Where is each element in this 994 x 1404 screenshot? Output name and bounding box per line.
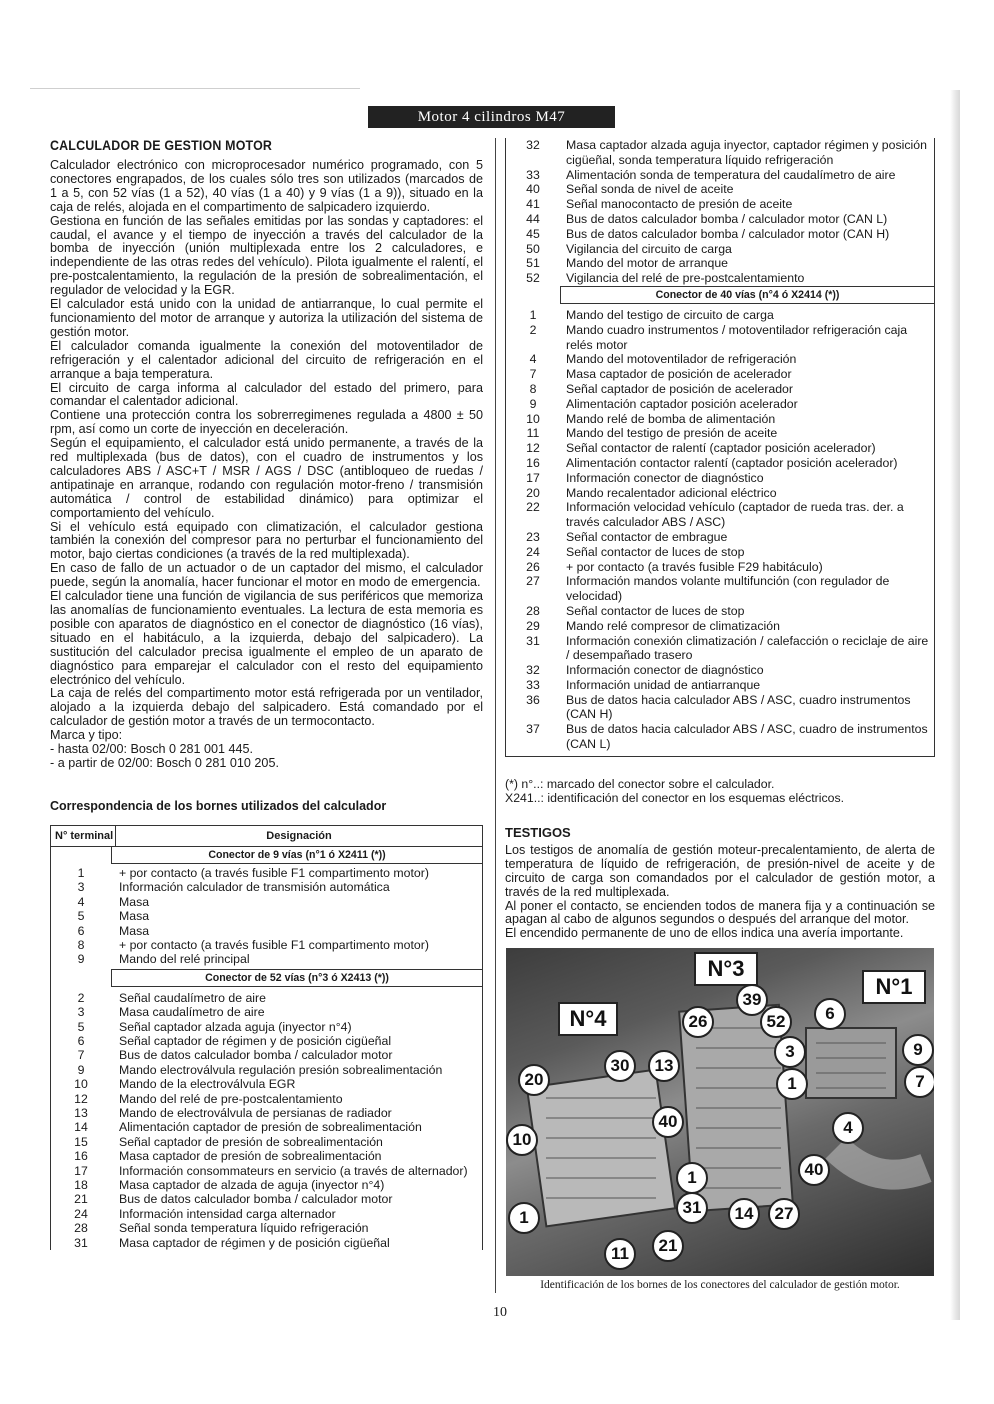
table-row <box>506 138 934 168</box>
table-row <box>51 924 482 938</box>
table-row <box>51 1048 482 1062</box>
terminal-number: 2 <box>529 322 537 337</box>
pin-11: 11 <box>604 1238 636 1270</box>
terminal-designation: Señal captador de presión de sobrealimentación <box>119 1134 383 1149</box>
terminal-designation: Mando de electroválvula de persianas de radiador <box>119 1105 392 1120</box>
pin-4: 4 <box>832 1112 864 1144</box>
paragraph: - a partir de 02/00: Bosch 0 281 010 205. <box>50 755 279 770</box>
terminal-designation: Bus de datos calculador bomba / calculador motor <box>119 1192 393 1207</box>
connector-photo <box>506 948 934 1276</box>
paragraph: En caso de fallo de un actuador o de un captador del mismo, el calculador puede, según la anomalía, hacer funcionar el motor en modo de emergencia. <box>50 561 483 590</box>
pin-1-conn4: 1 <box>508 1202 540 1234</box>
conn40-title: Conector de 40 vías (n°4 ó X2414 (*)) <box>560 286 934 304</box>
terminal-col-header: N° terminal <box>51 826 116 846</box>
table-row <box>51 1005 482 1019</box>
terminal-designation: Información intensidad carga alternador <box>119 1206 336 1221</box>
terminal-designation: Bus de datos calculador bomba / calculador motor (CAN H) <box>566 226 890 241</box>
table-row <box>506 227 934 242</box>
terminal-number: 6 <box>77 1033 85 1048</box>
paragraph: Los testigos de anomalía de gestión moteur-precalentamiento, de alerta de temperatura de líquido de refrigeración, de presión-nivel de aceite y de circuito de carga son comandados por el calculador de gestión motor, a través de la red multiplexada. <box>505 842 935 899</box>
paragraph: El calculador comanda igualmente la conexión del motoventilador de refrigeración y el calentador adicional del circuito de refrigeración en el arranque a baja temperatura. <box>50 338 483 381</box>
terminal-number: 24 <box>526 544 540 559</box>
terminal-number: 3 <box>77 1005 85 1020</box>
pin-6: 6 <box>814 998 846 1030</box>
terminal-number: 41 <box>526 197 540 212</box>
table-row <box>506 604 934 619</box>
terminal-number: 18 <box>74 1178 88 1192</box>
table-row <box>51 1207 482 1221</box>
terminal-designation: Mando relé de bomba de alimentación <box>566 411 776 426</box>
terminal-designation: Mando electroválvula regulación presión sobrealimentación <box>119 1062 443 1077</box>
terminal-number: 23 <box>526 529 540 544</box>
table-row <box>506 456 934 471</box>
terminal-number: 36 <box>526 692 540 707</box>
table-row <box>51 1236 482 1250</box>
conn52-title: Conector de 52 vías (n°3 ó X2413 (*)) <box>111 969 482 987</box>
terminal-designation: Señal caudalímetro de aire <box>119 990 266 1005</box>
page-edge-shade <box>950 90 960 1320</box>
terminal-number: 32 <box>526 663 540 678</box>
terminal-number: 1 <box>529 307 537 322</box>
terminal-number: 4 <box>529 352 537 367</box>
terminal-number: 33 <box>526 167 540 182</box>
terminal-number: 22 <box>526 500 540 515</box>
terminal-designation: Mando del motor de arranque <box>566 256 729 271</box>
paragraph: Calculador electrónico con microprocesador numérico programado, con 5 conectores engrapados, de los cuales sólo tres son utilizados (marcados de 1 a 5, con 52 vías (1 a 52), 40 vías (1 a 40) y 9 vías (1 a 9)), situado en la caja de relés, alojada en el compartimento de salpicadero izquierdo. <box>50 158 483 214</box>
paragraph: El encendido permanente de uno de ellos indica una avería importante. <box>505 926 904 941</box>
table-row <box>51 1077 482 1091</box>
conn9-title: Conector de 9 vías (n°1 ó X2411 (*)) <box>111 847 482 864</box>
paragraph: - hasta 02/00: Bosch 0 281 001 445. <box>50 742 254 757</box>
terminal-number: 16 <box>74 1149 88 1164</box>
terminal-number: 7 <box>77 1048 85 1063</box>
terminal-number: 15 <box>74 1134 88 1149</box>
terminal-number: 37 <box>526 722 540 737</box>
table-row <box>506 441 934 456</box>
pin-9: 9 <box>902 1034 934 1066</box>
terminal-number: 40 <box>526 182 540 197</box>
table-row <box>506 560 934 575</box>
pin-3: 3 <box>774 1036 806 1068</box>
terminal-number: 31 <box>526 633 540 648</box>
table-row <box>506 530 934 545</box>
terminal-number: 8 <box>529 381 537 396</box>
pin-1-conn9: 1 <box>776 1068 808 1100</box>
conn9-rows <box>51 864 482 969</box>
pin-13: 13 <box>648 1050 680 1082</box>
paragraph: Marca y tipo: <box>50 728 123 743</box>
terminal-designation: Información unidad de antiarranque <box>566 677 761 692</box>
pin-20: 20 <box>518 1064 550 1096</box>
terminal-number: 7 <box>529 367 537 382</box>
conn52-rows-cont <box>506 138 934 286</box>
terminal-number: 10 <box>74 1077 88 1092</box>
table-row <box>506 397 934 412</box>
table-row <box>506 619 934 634</box>
terminal-designation: Señal manocontacto de presión de aceite <box>566 197 793 212</box>
label-n4: N°4 <box>558 1002 618 1036</box>
terminal-number: 33 <box>526 677 540 692</box>
terminal-designation: Mando del testigo de presión de aceite <box>566 426 778 441</box>
calculator-title: CALCULADOR DE GESTION MOTOR <box>50 138 273 153</box>
terminal-number: 5 <box>77 1019 85 1034</box>
table-row <box>51 952 482 966</box>
terminal-number: 9 <box>77 1062 85 1077</box>
table-row <box>506 308 934 323</box>
table-row <box>506 412 934 427</box>
table-row <box>51 1092 482 1106</box>
calculator-description <box>50 159 483 771</box>
testigos-section <box>505 825 935 941</box>
table-row <box>506 367 934 382</box>
footnote-marking: (*) n°..: marcado del conector sobre el calculador. <box>505 776 775 791</box>
terminal-number: 52 <box>526 271 540 286</box>
terminal-number: 26 <box>526 559 540 574</box>
paragraph: El calculador está unido con la unidad de antiarranque, lo cual permite el funcionamiento del motor de arranque y autoriza la utilización del sistema de gestión motor. <box>50 297 483 339</box>
terminal-number: 8 <box>77 937 85 952</box>
terminal-number: 16 <box>526 455 540 470</box>
pin-52: 52 <box>760 1006 792 1038</box>
paragraph: Al poner el contacto, se encienden todos de manera fija y a continuación se apagan al cabo de algunos segundos o después del arranque del motor. <box>505 898 935 927</box>
label-n1: N°1 <box>862 970 926 1004</box>
terminal-designation: Masa captador de régimen y de posición cigüeñal <box>119 1235 390 1250</box>
terminal-number: 50 <box>526 241 540 256</box>
terminal-designation: Mando de la electroválvula EGR <box>119 1077 296 1092</box>
terminal-designation: Señal sonda de nivel de aceite <box>566 182 734 197</box>
table-row <box>506 271 934 286</box>
terminal-designation: Señal contactor de luces de stop <box>566 603 745 618</box>
table-row <box>51 866 482 880</box>
terminal-designation: Información conexión climatización / calefacción o reciclaje de aire / desempañado trasero <box>566 633 929 663</box>
table-row <box>506 486 934 501</box>
terminal-designation: Señal captador de posición de acelerador <box>566 381 793 396</box>
terminal-designation: Masa <box>119 909 150 924</box>
pin-1-conn3: 1 <box>676 1162 708 1194</box>
page-number: 10 <box>493 1305 507 1320</box>
terminal-designation: Masa captador de posición de acelerador <box>566 367 792 382</box>
table-header <box>51 826 482 847</box>
conn40-rows <box>506 304 934 756</box>
terminal-number: 27 <box>526 574 540 589</box>
terminal-designation: Alimentación captador posición acelerador <box>566 396 798 411</box>
terminal-number: 12 <box>74 1091 88 1106</box>
terminal-designation: Alimentación contactor ralentí (captador posición acelerador) <box>566 455 898 470</box>
terminal-designation: Alimentación sonda de temperatura del caudalímetro de aire <box>566 167 896 182</box>
terminal-designation: Bus de datos calculador bomba / calculador motor <box>119 1048 393 1063</box>
column-divider <box>495 138 496 1293</box>
pin-31: 31 <box>676 1192 708 1224</box>
terminal-number: 13 <box>74 1105 88 1120</box>
terminal-designation: Información mandos volante multifunción (con regulador de velocidad) <box>566 574 890 604</box>
terminal-table-cont <box>505 138 935 757</box>
table-row <box>51 1178 482 1192</box>
table-row <box>506 634 934 664</box>
terminal-number: 12 <box>526 441 540 456</box>
terminal-designation: Información conector de diagnóstico <box>566 663 764 678</box>
terminal-number: 17 <box>526 470 540 485</box>
terminal-designation: Masa <box>119 923 150 938</box>
photo-caption: Identificación de los bornes de los conectores del calculador de gestión motor. <box>540 1279 900 1291</box>
designation-col-header: Designación <box>266 829 332 842</box>
terminal-number: 51 <box>526 256 540 271</box>
table-row <box>51 1149 482 1163</box>
paragraph: Según el equipamiento, el calculador está unido permanente, a través de la red multiplexada (bus de datos), con el cuadro de instrumentos y los calculadores ABS / ASC+T / MSR / AGS / DSC (antibloqueo de ruedas / antipatinaje en arranque, rodando con regulación motor-freno / transmisión automática / control de estabilidad dinámico) para optimizar el comportamiento del vehículo. <box>50 436 483 520</box>
table-row <box>51 1192 482 1206</box>
terminal-number: 21 <box>74 1192 88 1207</box>
terminal-designation: Mando cuadro instrumentos / motoventilador refrigeración caja relés motor <box>566 322 908 352</box>
terminal-number: 9 <box>529 396 537 411</box>
table-row <box>506 500 934 530</box>
table-row <box>51 1063 482 1077</box>
terminal-designation: + por contacto (a través fusible F1 compartimento motor) <box>119 865 429 880</box>
table-row <box>51 1135 482 1149</box>
terminal-designation: Mando relé compresor de climatización <box>566 618 780 633</box>
terminal-designation: Señal contactor de ralentí (captador posición acelerador) <box>566 441 876 456</box>
terminal-number: 1 <box>77 865 85 880</box>
terminal-designation: Masa captador alzada aguja inyector, captador régimen y posición cigüeñal, sonda temperatura líquido refrigeración <box>566 138 927 167</box>
terminal-number: 32 <box>526 138 540 152</box>
terminal-designation: + por contacto (a través fusible F1 compartimento motor) <box>119 937 429 952</box>
terminal-designation: Información conector de diagnóstico <box>566 470 764 485</box>
terminal-designation: Señal captador alzada aguja (inyector n°4) <box>119 1019 352 1034</box>
table-row <box>506 426 934 441</box>
terminal-designation: + por contacto (a través fusible F29 habitáculo) <box>566 559 823 574</box>
table-row <box>506 256 934 271</box>
terminal-designation: Masa <box>119 894 150 909</box>
table-row <box>506 352 934 367</box>
terminal-designation: Mando del motoventilador de refrigeración <box>566 352 797 367</box>
terminal-table <box>50 825 483 1250</box>
terminal-designation: Bus de datos hacia calculador ABS / ASC, cuadro instrumentos (CAN H) <box>566 692 911 722</box>
terminal-number: 11 <box>526 426 540 441</box>
footnotes <box>505 777 935 805</box>
pin-27: 27 <box>768 1198 800 1230</box>
pin-14: 14 <box>728 1198 760 1230</box>
paragraph: El calculador tiene una función de vigilancia de sus periféricos que memoriza las anomalías de funcionamiento eventuales. La lectura de esta memoria es posible con aparatos de diagnóstico en el conector de diagnóstico (16 vías), situado en el habitáculo, a la izquierda, debajo del salpicadero). La sustitución del calculador precisa igualmente el empleo de un aparato de diagnóstico para emparejar el calculador con el resto del equipamiento electrónico del vehículo. <box>50 589 483 687</box>
table-row <box>51 1120 482 1134</box>
pin-7: 7 <box>904 1066 934 1098</box>
pin-30: 30 <box>604 1050 636 1082</box>
terminal-number: 9 <box>77 952 85 967</box>
pin-39: 39 <box>736 984 768 1016</box>
terminal-designation: Masa captador de presión de sobrealimentación <box>119 1149 382 1164</box>
table-row <box>51 909 482 923</box>
terminal-designation: Bus de datos calculador bomba / calculador motor (CAN L) <box>566 211 888 226</box>
terminal-number: 10 <box>526 411 540 426</box>
terminal-table-title: Correspondencia de los bornes utilizados del calculador <box>50 798 387 813</box>
table-row <box>51 1106 482 1120</box>
table-row <box>506 545 934 560</box>
terminal-designation: Señal contactor de embrague <box>566 529 728 544</box>
pin-26: 26 <box>682 1006 714 1038</box>
terminal-number: 44 <box>526 211 540 226</box>
terminal-designation: Mando del testigo de circuito de carga <box>566 307 774 322</box>
paragraph: El circuito de carga informa al calculador del estado del primero, para comandar el calentador adicional. <box>50 380 483 409</box>
table-row <box>506 471 934 486</box>
pin-21: 21 <box>652 1230 684 1262</box>
terminal-number: 6 <box>77 923 85 938</box>
terminal-designation: Información consommateurs en servicio (a través de alternador) <box>119 1163 468 1178</box>
paragraph: La caja de relés del compartimento motor está refrigerada por un ventilador, alojado a la izquierda debajo del salpicadero. Está comandado por el calculador de gestión motor a través de un termocontacto. <box>50 686 483 729</box>
terminal-number: 2 <box>77 990 85 1005</box>
terminal-designation: Vigilancia del relé de pre-postcalentamiento <box>566 271 805 286</box>
pin-40-conn3: 40 <box>798 1154 830 1186</box>
label-n3: N°3 <box>694 952 758 986</box>
terminal-number: 31 <box>74 1235 88 1250</box>
terminal-designation: Alimentación captador de presión de sobrealimentación <box>119 1120 422 1135</box>
table-row <box>506 168 934 183</box>
conn52-rows <box>51 987 482 1250</box>
table-row <box>51 1164 482 1178</box>
terminal-designation: Mando del relé de pre-postcalentamiento <box>119 1091 343 1106</box>
terminal-number: 14 <box>74 1120 88 1135</box>
terminal-designation: Señal sonda temperatura líquido refrigeración <box>119 1221 369 1236</box>
table-row <box>51 991 482 1005</box>
terminal-designation: Señal captador de régimen y de posición cigüeñal <box>119 1033 392 1048</box>
table-row <box>51 1221 482 1235</box>
paragraph: Gestiona en función de las señales emitidas por las sondas y captadores: el caudal, el avance y el tiempo de inyección a través del calculador de la bomba de inyección (unión multiplexada entre los 2 calculadores, e independiente de las otras redes del vehículo). Pilota igualmente el ralentí, el pre-postcalentamiento, la regulación de la presión de sobrealimentación, el regulador de velocidad y la EGR. <box>50 213 483 298</box>
pin-40-conn4: 40 <box>652 1106 684 1138</box>
terminal-number: 28 <box>74 1221 88 1236</box>
table-row <box>51 895 482 909</box>
table-row <box>51 880 482 894</box>
table-row <box>51 1020 482 1034</box>
table-row <box>51 938 482 952</box>
testigos-text <box>505 844 935 941</box>
terminal-designation: Vigilancia del circuito de carga <box>566 241 732 256</box>
pin-10: 10 <box>506 1124 538 1156</box>
terminal-number: 24 <box>74 1206 88 1221</box>
terminal-number: 17 <box>74 1163 88 1178</box>
testigos-title: TESTIGOS <box>505 824 571 840</box>
terminal-designation: Información calculador de transmisión automática <box>119 880 390 895</box>
table-row <box>506 382 934 397</box>
table-row <box>506 663 934 678</box>
table-row <box>506 212 934 227</box>
right-column <box>505 138 935 941</box>
terminal-designation: Información velocidad vehículo (captador de rueda tras. der. a través calculador ABS / ASC) <box>566 500 904 530</box>
terminal-designation: Señal contactor de luces de stop <box>566 544 745 559</box>
terminal-designation: Mando recalentador adicional eléctrico <box>566 485 777 500</box>
terminal-number: 20 <box>526 485 540 500</box>
terminal-number: 45 <box>526 226 540 241</box>
left-column <box>50 138 483 1250</box>
table-row <box>506 197 934 212</box>
terminal-number: 5 <box>77 909 85 924</box>
terminal-designation: Mando del relé principal <box>119 952 250 967</box>
table-row <box>51 1034 482 1048</box>
table-row <box>506 693 934 723</box>
terminal-number: 4 <box>77 894 85 909</box>
terminal-designation: Masa captador de alzada de aguja (inyector n°4) <box>119 1178 385 1192</box>
footnote-identification: X241..: identificación del conector en los esquemas eléctricos. <box>505 790 845 805</box>
terminal-number: 3 <box>77 880 85 895</box>
table-row <box>506 182 934 197</box>
terminal-designation: Bus de datos hacia calculador ABS / ASC, cuadro de instrumentos (CAN L) <box>566 722 928 752</box>
terminal-number: 29 <box>526 618 540 633</box>
table-row <box>506 242 934 257</box>
table-row <box>506 678 934 693</box>
top-rule <box>30 88 360 89</box>
table-row <box>506 722 934 752</box>
section-header: Motor 4 cilindros M47 <box>368 106 615 128</box>
paragraph: Si el vehículo está equipado con climatización, el calculador gestiona también la conexión del compresor para no perturbar el funcionamiento del motor, bajo ciertas condiciones (a través de la red multiplexada). <box>50 519 483 562</box>
table-row <box>506 323 934 353</box>
paragraph: Contiene una protección contra los sobrerregimenes regulada a 4800 ± 50 rpm, así como un corte de inyección en deceleración. <box>50 408 483 437</box>
terminal-number: 28 <box>526 603 540 618</box>
table-row <box>506 574 934 604</box>
terminal-designation: Masa caudalímetro de aire <box>119 1005 265 1020</box>
